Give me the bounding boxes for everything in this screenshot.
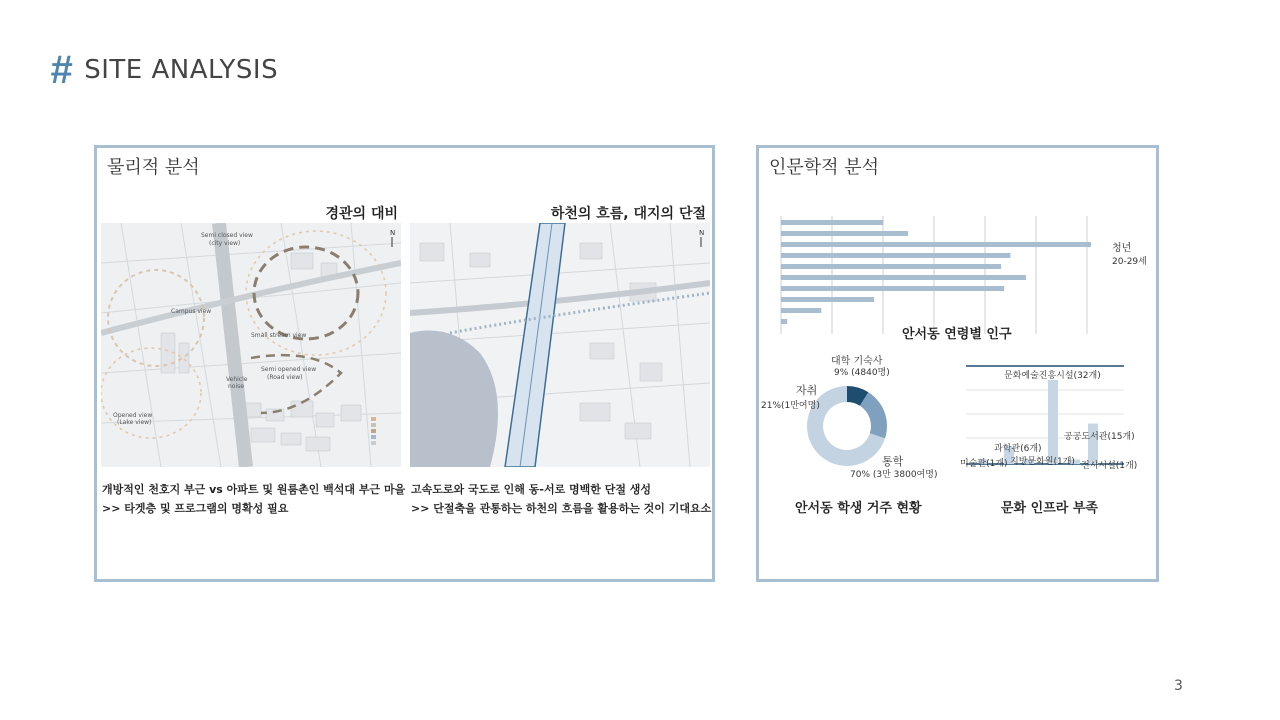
donut-sub-self: 21%(1만여명)	[761, 401, 820, 411]
age-bar	[781, 253, 1010, 258]
highlight-label: 청년	[1112, 243, 1132, 254]
hash-icon: #	[50, 48, 73, 92]
age-bar	[781, 231, 908, 236]
svg-text:Semi closed view: Semi closed view	[201, 232, 253, 239]
svg-text:N: N	[699, 229, 705, 237]
landscape-contrast-map	[101, 223, 401, 467]
map-a-conclusion: >> 타겟층 및 프로그램의 명확성 필요	[102, 502, 289, 515]
age-bar	[781, 242, 1091, 247]
svg-text:Small stream view: Small stream view	[251, 332, 307, 339]
highlight-sub-label: 20-29세	[1112, 257, 1147, 267]
culture-label-exhibit: 전시시설(1개)	[1081, 461, 1138, 471]
culture-bar	[1048, 380, 1058, 464]
donut-label-dorm: 대학 기숙사	[831, 356, 883, 367]
donut-label-commute: 통학	[882, 455, 904, 468]
landscape-map-image	[101, 223, 401, 467]
svg-text:Opened view: Opened view	[113, 412, 153, 419]
age-chart-title: 안서동 연령별 인구	[902, 327, 1012, 342]
culture-label-local: 지방문화원(1개)	[1010, 457, 1075, 467]
svg-text:Semi opened view: Semi opened view	[261, 366, 317, 373]
slide-title	[50, 50, 278, 90]
age-bar	[781, 286, 1004, 291]
donut-sub-commute: 70% (3만 3800여명)	[850, 470, 938, 480]
age-bar	[781, 275, 1026, 280]
map-caption: 하천의 흐름, 대지의 단절	[550, 206, 706, 222]
map-a-note: 개방적인 천호지 부근 vs 아파트 및 원룸촌인 백석대 부근 마을	[102, 483, 406, 496]
culture-label-science: 과학관(6개)	[994, 444, 1042, 454]
age-bar	[781, 220, 883, 225]
physical-analysis-panel	[94, 145, 715, 582]
age-bar	[781, 319, 787, 324]
culture-label-library: 공공도서관(15개)	[1064, 432, 1135, 442]
svg-text:N: N	[390, 229, 396, 237]
panel-heading: 물리적 분석	[107, 157, 200, 178]
age-bar	[781, 297, 874, 302]
svg-text:Campus view: Campus view	[171, 308, 212, 315]
culture-chart-title: 문화 인프라 부족	[1001, 501, 1098, 516]
map-b-note: 고속도로와 국도로 인해 동-서로 명백한 단절 생성	[411, 483, 652, 496]
donut-label-self: 자취	[796, 384, 818, 397]
svg-text:(city view): (city view)	[209, 240, 241, 247]
panel-heading: 인문학적 분석	[769, 157, 880, 178]
donut-sub-dorm: 9% (4840명)	[834, 368, 890, 378]
donut-chart-title: 안서동 학생 거주 현황	[795, 501, 922, 516]
svg-text:noise: noise	[228, 383, 244, 390]
svg-text:Vehicle: Vehicle	[226, 376, 248, 383]
age-bar	[781, 308, 821, 313]
culture-label-museum: 미술관(1개)	[960, 459, 1008, 469]
page-number: 3	[1174, 678, 1183, 694]
stream-flow-map	[410, 223, 710, 467]
age-population-chart	[775, 216, 1095, 334]
map-caption: 경관의 대비	[325, 206, 398, 222]
svg-text:(Lake view): (Lake view)	[117, 419, 152, 426]
age-bar	[781, 264, 1001, 269]
culture-label-arts: 문화예술진흥시설(32개)	[1004, 371, 1101, 381]
humanities-analysis-panel	[756, 145, 1159, 582]
page-title: SITE ANALYSIS	[84, 55, 279, 85]
map-b-conclusion: >> 단절축을 관통하는 하천의 흐름을 활용하는 것이 기대요소	[411, 502, 712, 515]
svg-text:(Road view): (Road view)	[267, 374, 303, 381]
stream-map-image	[410, 223, 710, 467]
